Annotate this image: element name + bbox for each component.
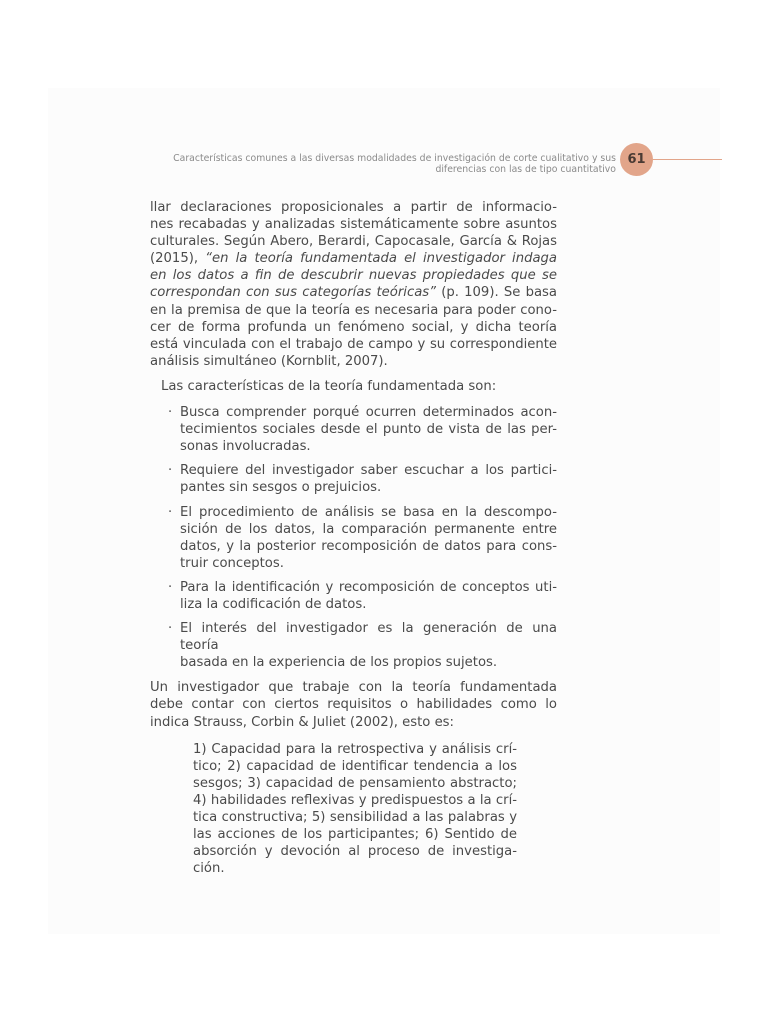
text-line-mixed (150, 284, 557, 301)
running-head (146, 153, 616, 175)
text-line: sición de los datos, la comparación permanente entre (180, 521, 557, 537)
quote-fragment: en los datos a fin de descubrir nuevas propiedades que se (150, 268, 557, 284)
list-item (150, 620, 557, 671)
paragraph-2-body (150, 679, 557, 713)
list-item-body (180, 462, 557, 479)
paragraph-1 (150, 199, 557, 353)
text-line: pantes sin sesgos o prejuicios. (180, 480, 382, 496)
text-line: datos, y la posterior recomposición de datos para cons- (180, 538, 557, 554)
block-quote (193, 741, 517, 878)
text-line: está vinculada con el trabajo de campo y su correspondiente (150, 336, 557, 352)
text-line: Para la identificación y recomposición de conceptos uti- (180, 579, 557, 595)
list-item (150, 404, 557, 455)
text-line: truir conceptos. (180, 555, 284, 571)
page-number: 61 (627, 152, 646, 167)
text-line: sonas involucradas. (180, 439, 311, 455)
text-line: análisis simultáneo (Kornblit, 2007). (150, 353, 388, 369)
running-head-line: Características comunes a las diversas modalidades de investigación de corte cualitativo y sus (173, 153, 616, 164)
page-number-badge (620, 143, 653, 176)
text-line: Un investigador que trabaje con la teoría fundamentada (150, 680, 557, 696)
list-item-body (180, 404, 557, 438)
list-item-body (180, 504, 557, 555)
bullet-marker: · (168, 504, 173, 520)
bullet-marker: · (168, 621, 173, 637)
text-line: nes recabadas y analizadas sistemáticamente sobre asuntos (150, 217, 557, 233)
text-line: 4) habilidades reflexivas y predispuestos a la crí- (193, 792, 517, 808)
text-line: tecimientos sociales desde el punto de vista de las per- (180, 422, 557, 438)
paragraph-1-last-line (150, 353, 557, 370)
text-fragment: (p. 109). Se basa (436, 285, 557, 301)
text-line: en la premisa de que la teoría es necesaria para poder cono- (150, 302, 557, 318)
text-line: El interés del investigador es la generación de una teoría (180, 621, 557, 654)
text-line: 1) Capacidad para la retrospectiva y análisis crí- (193, 741, 517, 757)
running-head-line: diferencias con las de tipo cuantitativo (435, 164, 616, 175)
characteristics-list (150, 404, 557, 671)
bullet-marker: · (168, 405, 173, 421)
text-line: Requiere del investigador saber escuchar a los partici- (180, 463, 557, 479)
text-line: llar declaraciones proposicionales a partir de informacio- (150, 200, 557, 215)
list-item-body (180, 620, 557, 654)
list-intro: Las características de la teoría fundamentada son: (161, 378, 497, 394)
text-line-italic (150, 267, 557, 284)
bullet-marker: · (168, 579, 173, 595)
text-line: tica constructiva; 5) sensibilidad a las palabras y (193, 810, 517, 825)
text-line: absorción y devoción al proceso de investiga- (193, 844, 517, 860)
header-rule (653, 159, 722, 160)
text-fragment: (2015), (150, 251, 206, 267)
bullet-marker: · (168, 463, 173, 479)
list-item-body (180, 579, 557, 596)
text-line: indica Strauss, Corbin & Juliet (2002), esto es: (150, 714, 454, 730)
text-line: debe contar con ciertos requisitos o habilidades como lo (150, 697, 557, 713)
text-line: liza la codificación de datos. (180, 596, 367, 612)
text-line: El procedimiento de análisis se basa en la descompo- (180, 504, 557, 520)
list-item (150, 579, 557, 613)
list-item (150, 504, 557, 572)
text-line: basada en la experiencia de los propios sujetos. (180, 655, 498, 671)
body-text (150, 199, 557, 877)
text-line: las acciones de los participantes; 6) Sentido de (193, 827, 517, 843)
text-line: ción. (193, 861, 225, 877)
text-line-mixed (150, 250, 557, 267)
text-line: culturales. Según Abero, Berardi, Capocasale, García & Rojas (150, 234, 557, 250)
quote-fragment: correspondan con sus categorías teóricas” (150, 285, 436, 301)
text-line: cer de forma profunda un fenómeno social, y dicha teoría (150, 319, 557, 335)
block-quote-body (193, 741, 517, 861)
text-line: tico; 2) capacidad de identificar tendencia a los (193, 758, 517, 774)
text-line: Busca comprender porqué ocurren determinados acon- (180, 405, 557, 421)
paragraph-2 (150, 679, 557, 730)
quote-fragment: “en la teoría fundamentada el investigador indaga (205, 251, 557, 267)
text-line: sesgos; 3) capacidad de pensamiento abstracto; (193, 775, 517, 791)
list-item (150, 462, 557, 496)
